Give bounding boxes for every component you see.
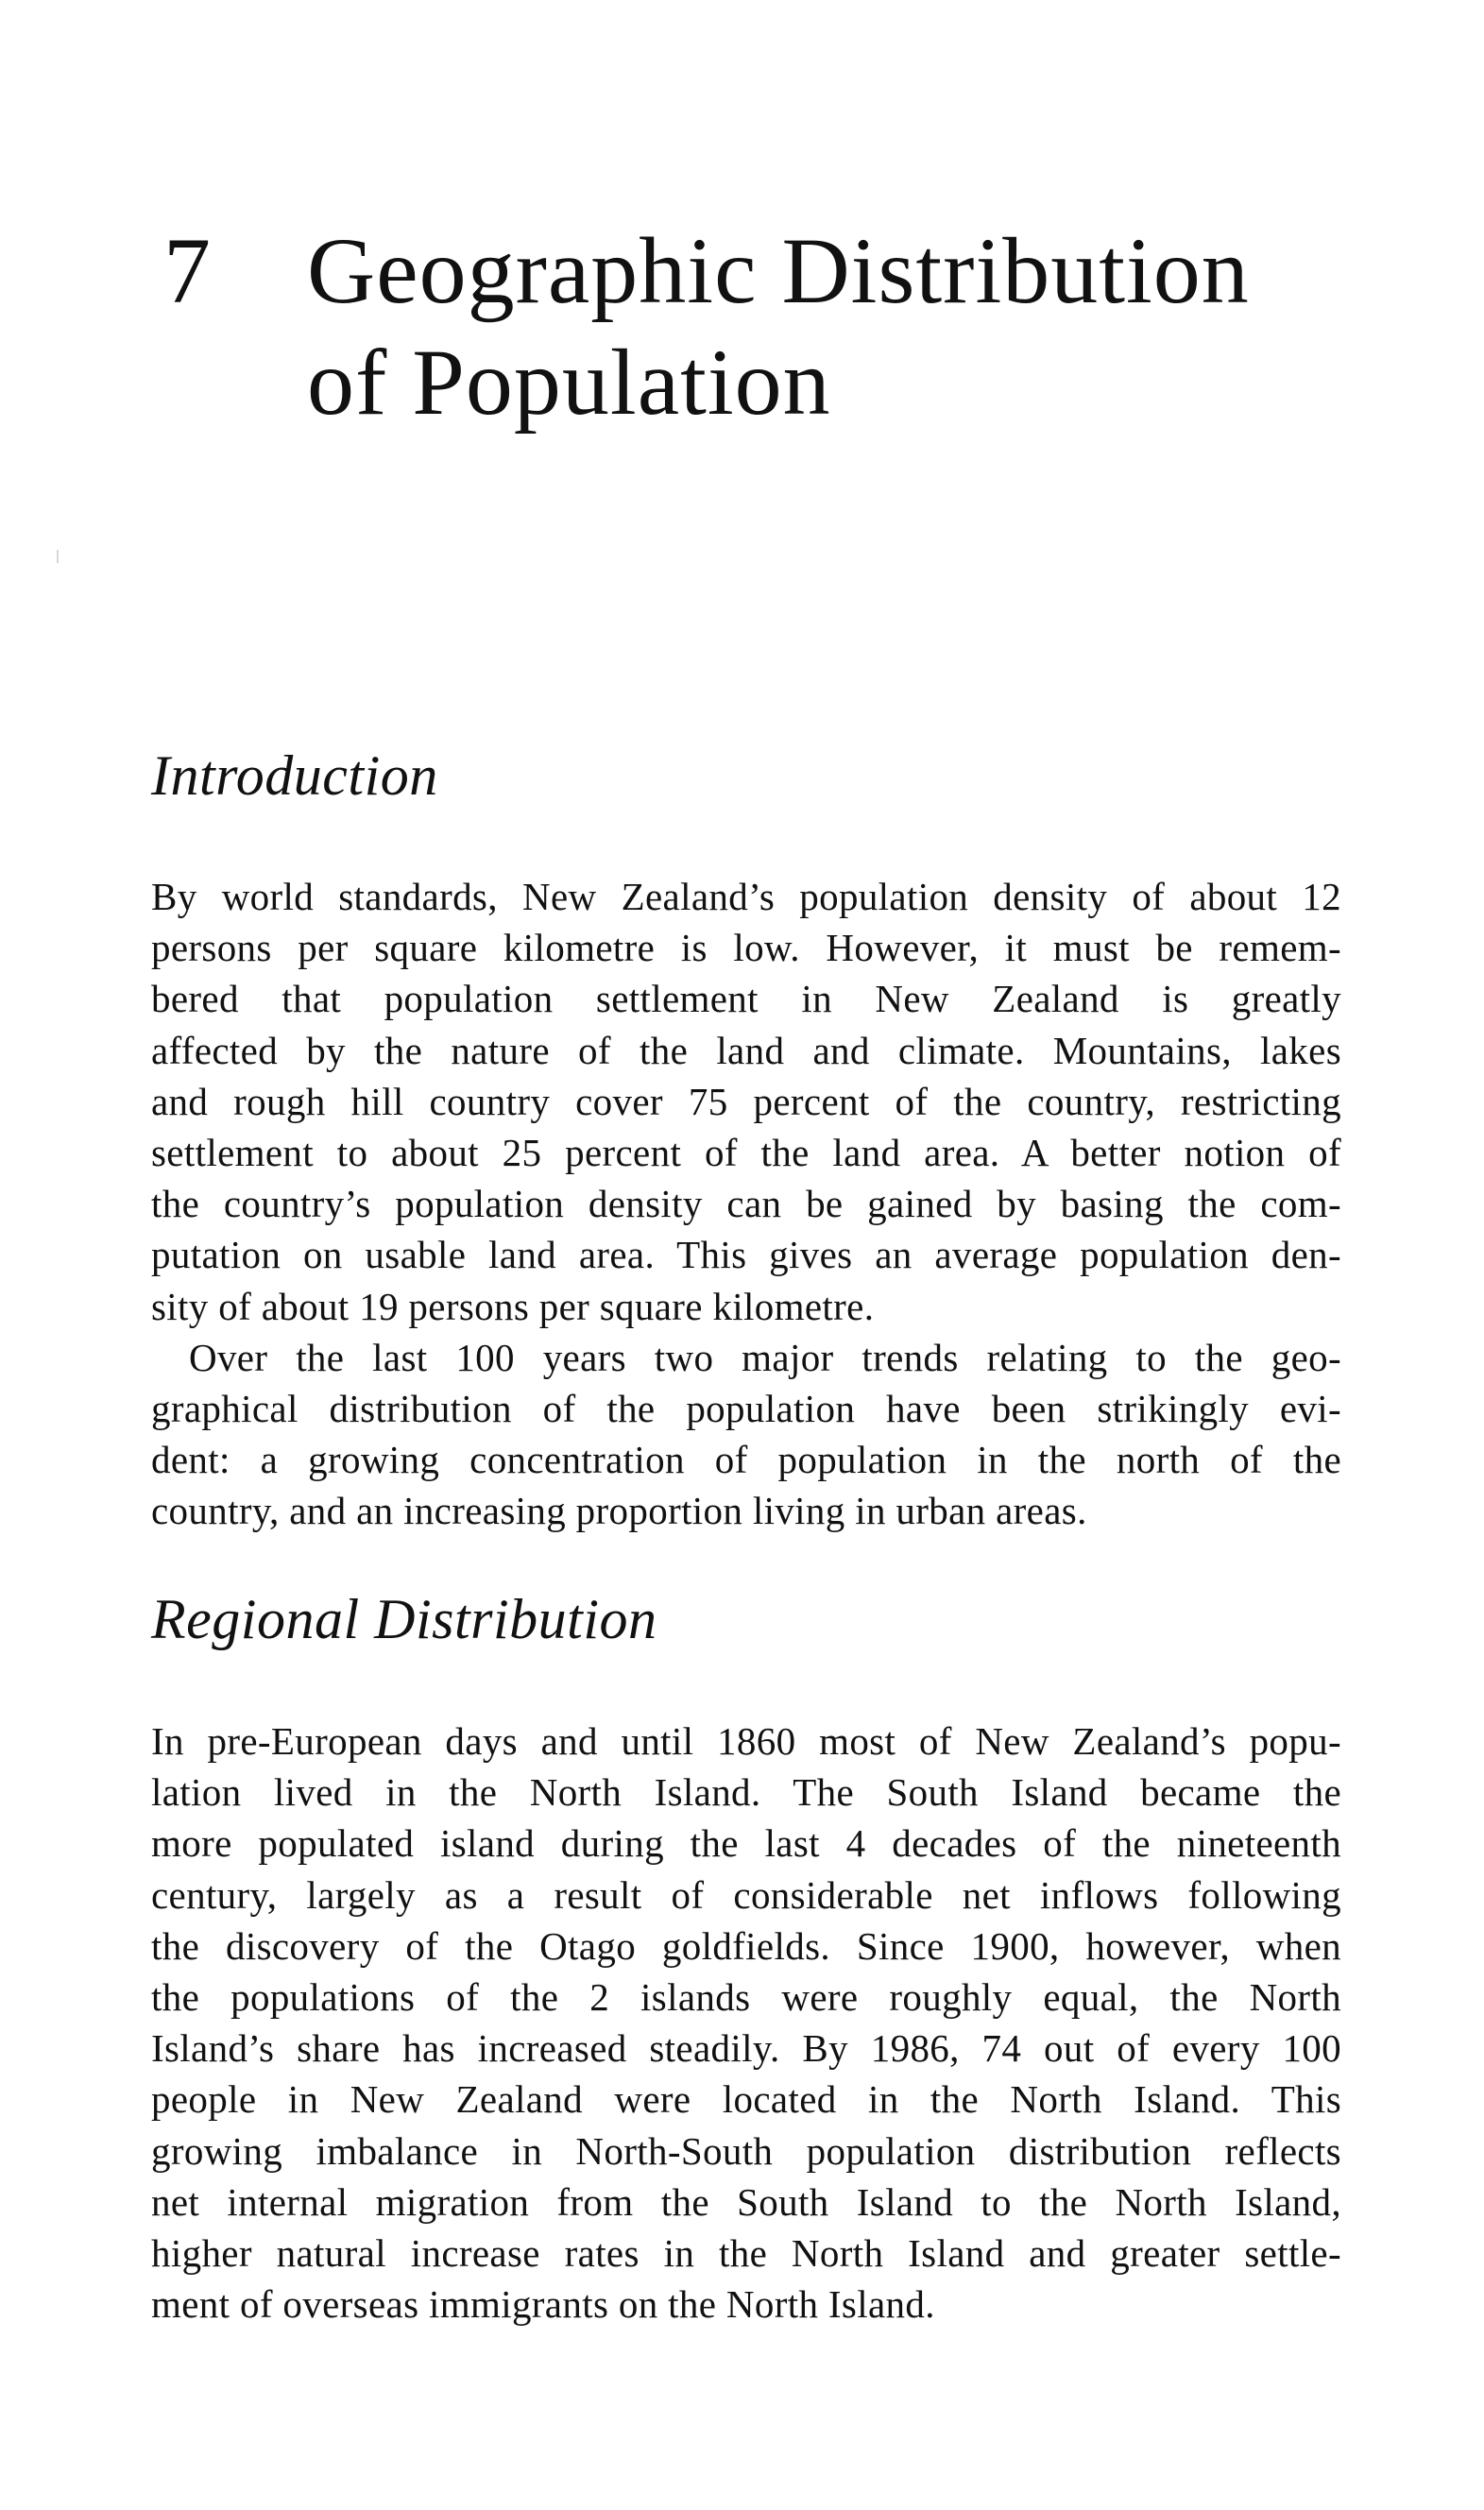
text-line: the country’s population density can be gained by basing the com- — [151, 1182, 1341, 1226]
regional-distribution-text — [151, 1716, 1341, 2330]
text-line: higher natural increase rates in the North Island and greater settle- — [151, 2230, 1341, 2275]
text-line: By world standards, New Zealand’s population density of about 12 — [151, 875, 1341, 918]
text-line: affected by the nature of the land and climate. Mountains, lakes — [151, 1028, 1341, 1072]
text-line: lation lived in the North Island. The South Island became the — [151, 1770, 1341, 1815]
margin-mark — [57, 550, 59, 563]
text-line: the populations of the 2 islands were roughly equal, the North — [151, 1974, 1341, 2019]
text-line: ment of overseas immigrants on the North Island. — [151, 2282, 935, 2327]
text-line: the discovery of the Otago goldfields. Since 1900, however, when — [151, 1923, 1341, 1968]
text-line: net internal migration from the South Island to the North Island, — [151, 2179, 1341, 2224]
text-line: graphical distribution of the population have been strikingly evi- — [151, 1386, 1341, 1430]
text-line: people in New Zealand were located in the North Island. This — [151, 2077, 1341, 2122]
section-heading-introduction: Introduction — [151, 744, 438, 807]
text-line: century, largely as a result of considerable net inflows following — [151, 1872, 1341, 1917]
text-line: and rough hill country cover 75 percent of the country, restricting — [151, 1079, 1341, 1123]
chapter-number: 7 — [163, 218, 212, 323]
text-line: putation on usable land area. This gives an average population den- — [151, 1233, 1341, 1277]
text-line: Over the last 100 years two major trends relating to the geo- — [189, 1335, 1341, 1379]
section-heading-regional-distribution: Regional Distribution — [151, 1588, 657, 1650]
text-line: Island’s share has increased steadily. By 1986, 74 out of every 100 — [151, 2026, 1341, 2071]
text-line: In pre-European days and until 1860 most of New Zealand’s popu- — [151, 1719, 1341, 1763]
chapter-title-line-1: Geographic Distribution — [307, 218, 1250, 323]
chapter-title-line-2: of Population — [307, 330, 831, 435]
text-line: sity of about 19 persons per square kilometre. — [151, 1284, 875, 1328]
text-line: bered that population settlement in New Zealand is greatly — [151, 977, 1341, 1021]
introduction-text — [151, 871, 1341, 1536]
text-line: more populated island during the last 4 decades of the nineteenth — [151, 1821, 1341, 1866]
text-line: persons per square kilometre is low. However, it must be remem- — [151, 926, 1341, 970]
chapter-title — [307, 215, 1393, 438]
text-line: settlement to about 25 percent of the land area. A better notion of — [151, 1130, 1341, 1174]
text-line: dent: a growing concentration of population in the north of the — [151, 1438, 1341, 1482]
text-line: country, and an increasing proportion living in urban areas. — [151, 1489, 1087, 1533]
text-line: growing imbalance in North-South population distribution reflects — [151, 2128, 1341, 2173]
